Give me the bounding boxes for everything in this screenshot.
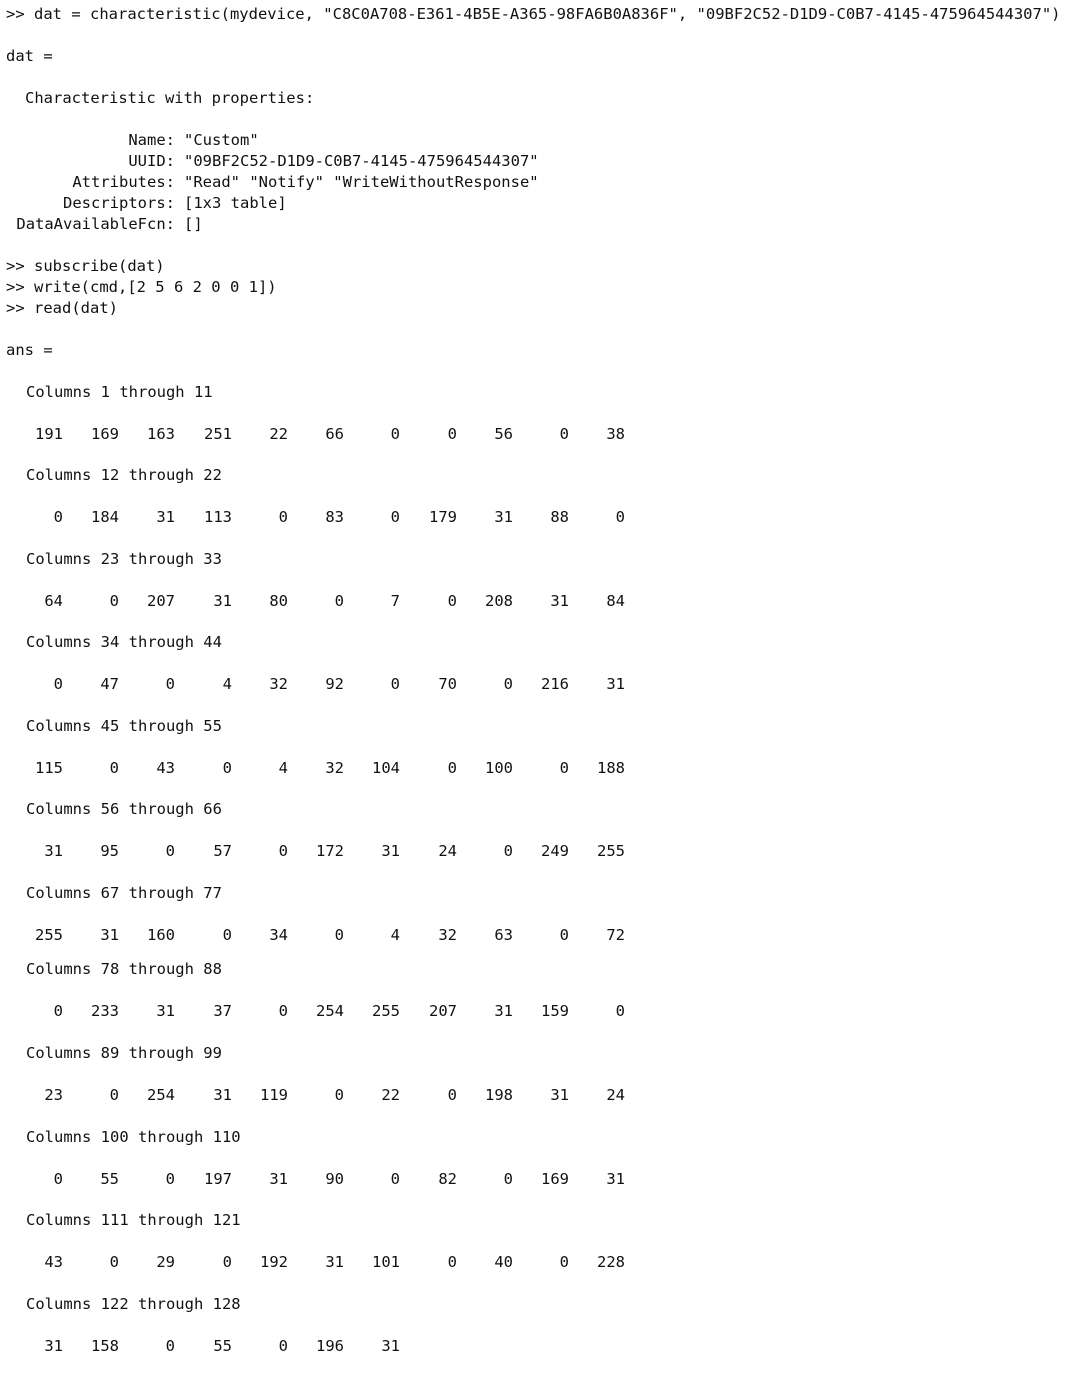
ans-value: 169 xyxy=(541,1170,569,1188)
ans-value: 31 xyxy=(213,592,232,610)
ans-value: 31 xyxy=(494,508,513,526)
ans-value: 100 xyxy=(485,759,513,777)
ans-value: 184 xyxy=(91,508,119,526)
ans-value: 0 xyxy=(447,425,457,443)
ans-value: 0 xyxy=(615,508,625,526)
ans-value: 23 xyxy=(44,1086,63,1104)
characteristic-header: Characteristic with properties: xyxy=(25,89,315,107)
ans-value: 22 xyxy=(269,425,288,443)
ans-value: 251 xyxy=(204,425,232,443)
columns-range-header: Columns 111 through 121 xyxy=(26,1211,241,1229)
property-name: Name: xyxy=(128,131,175,149)
ans-value: 64 xyxy=(44,592,63,610)
property-name: Descriptors: xyxy=(63,194,175,212)
columns-range-header: Columns 78 through 88 xyxy=(26,960,222,978)
ans-value: 88 xyxy=(550,508,569,526)
ans-value: 38 xyxy=(606,425,625,443)
ans-value: 0 xyxy=(109,1086,119,1104)
ans-value: 82 xyxy=(438,1170,457,1188)
ans-value: 191 xyxy=(35,425,63,443)
ans-value: 0 xyxy=(109,592,119,610)
ans-value: 24 xyxy=(438,842,457,860)
property-name: UUID: xyxy=(128,152,175,170)
ans-value: 90 xyxy=(325,1170,344,1188)
ans-value: 207 xyxy=(429,1002,457,1020)
ans-value: 0 xyxy=(447,1086,457,1104)
ans-value: 31 xyxy=(606,675,625,693)
ans-value: 0 xyxy=(390,508,400,526)
command-subscribe: >> subscribe(dat) xyxy=(6,257,165,275)
ans-value: 32 xyxy=(325,759,344,777)
property-value: "09BF2C52-D1D9-C0B7-4145-475964544307" xyxy=(184,152,539,170)
ans-value: 115 xyxy=(35,759,63,777)
property-name: Attributes: xyxy=(72,173,175,191)
ans-value: 0 xyxy=(278,1337,288,1355)
ans-value: 0 xyxy=(390,1170,400,1188)
columns-range-header: Columns 45 through 55 xyxy=(26,717,222,735)
ans-value: 31 xyxy=(325,1253,344,1271)
ans-value: 0 xyxy=(390,675,400,693)
ans-value: 0 xyxy=(222,1253,232,1271)
ans-value: 43 xyxy=(44,1253,63,1271)
ans-variable-label: ans = xyxy=(6,341,53,359)
ans-value: 66 xyxy=(325,425,344,443)
ans-value: 92 xyxy=(325,675,344,693)
ans-value: 0 xyxy=(222,759,232,777)
command-write: >> write(cmd,[2 5 6 2 0 0 1]) xyxy=(6,278,277,296)
columns-range-header: Columns 23 through 33 xyxy=(26,550,222,568)
ans-value: 0 xyxy=(109,759,119,777)
property-value: [1x3 table] xyxy=(184,194,287,212)
ans-value: 0 xyxy=(53,675,63,693)
columns-range-header: Columns 89 through 99 xyxy=(26,1044,222,1062)
ans-value: 159 xyxy=(541,1002,569,1020)
ans-value: 254 xyxy=(147,1086,175,1104)
ans-value: 4 xyxy=(222,675,232,693)
ans-value: 0 xyxy=(503,1170,513,1188)
ans-value: 0 xyxy=(53,508,63,526)
ans-value: 63 xyxy=(494,926,513,944)
ans-value: 0 xyxy=(503,842,513,860)
ans-value: 32 xyxy=(438,926,457,944)
ans-value: 0 xyxy=(334,926,344,944)
ans-value: 31 xyxy=(606,1170,625,1188)
ans-value: 29 xyxy=(156,1253,175,1271)
ans-value: 83 xyxy=(325,508,344,526)
ans-value: 31 xyxy=(100,926,119,944)
ans-value: 0 xyxy=(447,592,457,610)
ans-value: 31 xyxy=(213,1086,232,1104)
ans-value: 55 xyxy=(100,1170,119,1188)
ans-value: 31 xyxy=(381,1337,400,1355)
command-read: >> read(dat) xyxy=(6,299,118,317)
ans-value: 197 xyxy=(204,1170,232,1188)
ans-value: 163 xyxy=(147,425,175,443)
ans-value: 37 xyxy=(213,1002,232,1020)
ans-value: 0 xyxy=(447,759,457,777)
property-name: DataAvailableFcn: xyxy=(16,215,175,233)
ans-value: 84 xyxy=(606,592,625,610)
ans-value: 158 xyxy=(91,1337,119,1355)
columns-range-header: Columns 56 through 66 xyxy=(26,800,222,818)
ans-value: 0 xyxy=(222,926,232,944)
ans-value: 104 xyxy=(372,759,400,777)
ans-value: 56 xyxy=(494,425,513,443)
ans-value: 0 xyxy=(109,1253,119,1271)
columns-range-header: Columns 100 through 110 xyxy=(26,1128,241,1146)
ans-value: 31 xyxy=(156,1002,175,1020)
ans-value: 255 xyxy=(35,926,63,944)
ans-value: 0 xyxy=(559,926,569,944)
command-characteristic: >> dat = characteristic(mydevice, "C8C0A708-E361-4B5E-A365-98FA6B0A836F", "09BF2C52-D1D9-C0B7-4145-475964544307") xyxy=(6,5,1061,23)
ans-value: 0 xyxy=(278,508,288,526)
ans-value: 207 xyxy=(147,592,175,610)
ans-value: 31 xyxy=(156,508,175,526)
columns-range-header: Columns 122 through 128 xyxy=(26,1295,241,1313)
ans-value: 228 xyxy=(597,1253,625,1271)
ans-value: 80 xyxy=(269,592,288,610)
ans-value: 160 xyxy=(147,926,175,944)
property-value: "Read" "Notify" "WriteWithoutResponse" xyxy=(184,173,539,191)
ans-value: 179 xyxy=(429,508,457,526)
ans-value: 31 xyxy=(494,1002,513,1020)
ans-value: 40 xyxy=(494,1253,513,1271)
ans-value: 0 xyxy=(559,1253,569,1271)
columns-range-header: Columns 34 through 44 xyxy=(26,633,222,651)
ans-value: 0 xyxy=(53,1002,63,1020)
ans-value: 188 xyxy=(597,759,625,777)
ans-value: 0 xyxy=(559,759,569,777)
ans-value: 43 xyxy=(156,759,175,777)
ans-value: 196 xyxy=(316,1337,344,1355)
ans-value: 4 xyxy=(278,759,288,777)
ans-value: 7 xyxy=(390,592,400,610)
ans-value: 198 xyxy=(485,1086,513,1104)
ans-value: 0 xyxy=(53,1170,63,1188)
ans-value: 95 xyxy=(100,842,119,860)
ans-value: 0 xyxy=(447,1253,457,1271)
ans-value: 0 xyxy=(334,592,344,610)
ans-value: 0 xyxy=(615,1002,625,1020)
ans-value: 32 xyxy=(269,675,288,693)
ans-value: 216 xyxy=(541,675,569,693)
columns-range-header: Columns 67 through 77 xyxy=(26,884,222,902)
ans-value: 169 xyxy=(91,425,119,443)
ans-value: 0 xyxy=(278,842,288,860)
ans-value: 4 xyxy=(390,926,400,944)
ans-value: 0 xyxy=(165,842,175,860)
ans-value: 22 xyxy=(381,1086,400,1104)
ans-value: 0 xyxy=(165,1337,175,1355)
ans-value: 254 xyxy=(316,1002,344,1020)
ans-value: 255 xyxy=(372,1002,400,1020)
ans-value: 0 xyxy=(165,675,175,693)
ans-value: 233 xyxy=(91,1002,119,1020)
ans-value: 0 xyxy=(503,675,513,693)
ans-value: 31 xyxy=(44,1337,63,1355)
ans-value: 55 xyxy=(213,1337,232,1355)
ans-value: 31 xyxy=(550,592,569,610)
ans-value: 31 xyxy=(269,1170,288,1188)
ans-value: 0 xyxy=(559,425,569,443)
property-value: "Custom" xyxy=(184,131,259,149)
ans-value: 34 xyxy=(269,926,288,944)
ans-value: 57 xyxy=(213,842,232,860)
ans-value: 72 xyxy=(606,926,625,944)
columns-range-header: Columns 12 through 22 xyxy=(26,466,222,484)
ans-value: 255 xyxy=(597,842,625,860)
property-value: [] xyxy=(184,215,203,233)
columns-range-header: Columns 1 through 11 xyxy=(26,383,213,401)
ans-value: 249 xyxy=(541,842,569,860)
ans-value: 24 xyxy=(606,1086,625,1104)
ans-value: 101 xyxy=(372,1253,400,1271)
ans-value: 31 xyxy=(550,1086,569,1104)
ans-value: 31 xyxy=(44,842,63,860)
ans-value: 0 xyxy=(278,1002,288,1020)
ans-value: 70 xyxy=(438,675,457,693)
ans-value: 208 xyxy=(485,592,513,610)
ans-value: 47 xyxy=(100,675,119,693)
ans-value: 0 xyxy=(165,1170,175,1188)
ans-value: 172 xyxy=(316,842,344,860)
dat-variable-label: dat = xyxy=(6,47,53,65)
ans-value: 0 xyxy=(334,1086,344,1104)
ans-value: 192 xyxy=(260,1253,288,1271)
ans-value: 0 xyxy=(390,425,400,443)
ans-value: 113 xyxy=(204,508,232,526)
ans-value: 31 xyxy=(381,842,400,860)
ans-value: 119 xyxy=(260,1086,288,1104)
